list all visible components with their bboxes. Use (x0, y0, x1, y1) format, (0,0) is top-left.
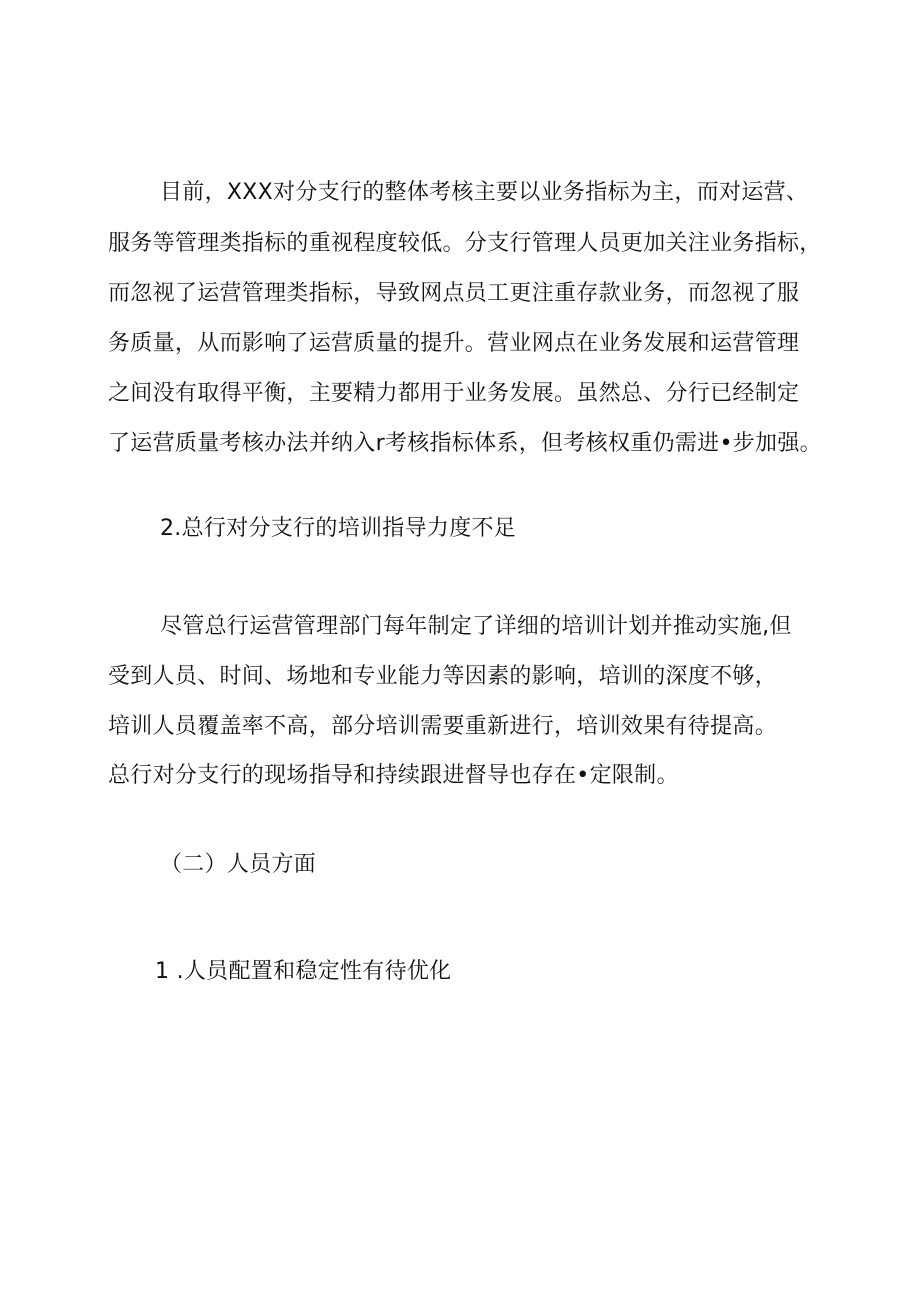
paragraph-line: 了运营质量考核办法并纳入r考核指标体系，但考核权重仍需进•步加强。 (108, 431, 822, 456)
paragraph-line: 而忽视了运营管理类指标，导致网点员工更注重存款业务，而忽视了服 (108, 281, 800, 306)
paragraph-line: 务质量，从而影响了运营质量的提升。营业网点在业务发展和运营管理 (108, 331, 800, 356)
paragraph-line: 服务等管理类指标的重视程度较低。分支行管理人员更加关注业务指标， (108, 231, 822, 256)
heading-training-guidance: 2.总行对分支行的培训指导力度不足 (160, 516, 517, 541)
paragraph-line: 总行对分支行的现场指导和持续跟进督导也存在•定限制。 (108, 763, 679, 788)
paragraph-line: 培训人员覆盖率不高，部分培训需要重新进行，培训效果有待提高。 (108, 714, 778, 739)
paragraph-line: 尽管总行运营管理部门每年制定了详细的培训计划并推动实施,但 (160, 614, 792, 639)
paragraph-line: 目前，XXX对分支行的整体考核主要以业务指标为主，而对运营、 (160, 180, 809, 205)
paragraph-line: 受到人员、时间、场地和专业能力等因素的影响，培训的深度不够， (108, 664, 778, 689)
section-title-personnel: （二）人员方面 (160, 852, 317, 877)
subsection-title-staffing: 1 .人员配置和稳定性有待优化 (155, 959, 452, 984)
paragraph-line: 之间没有取得平衡，主要精力都用于业务发展。虽然总、分行已经制定 (108, 381, 800, 406)
